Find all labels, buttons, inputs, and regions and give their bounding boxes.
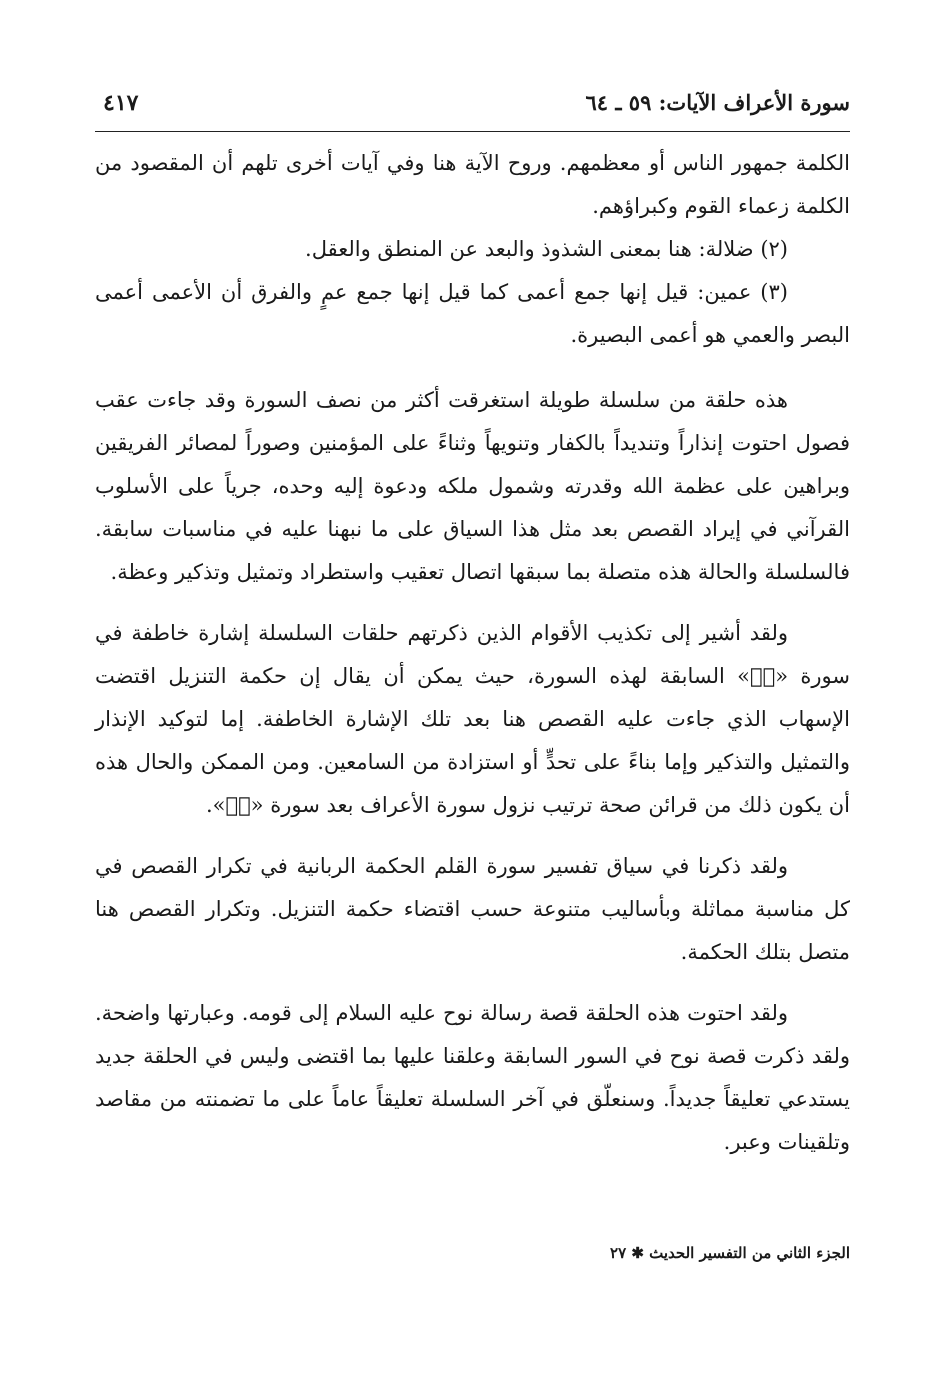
footnote-3: (٣) عمين: قيل إنها جمع أعمى كما قيل إنها جمع عمٍ والفرق أن الأعمى أعمى البصر والعمي هو أعمى البصيرة. (95, 280, 850, 347)
page-footer (95, 1244, 850, 1274)
footer-signature: الجزء الثاني من التفسير الحديث ✱ ٢٧ (610, 1244, 850, 1262)
page-number: ٤١٧ (103, 90, 139, 116)
footnote-continuation: الكلمة جمهور الناس أو معظمهم. وروح الآية هنا وفي آيات أخرى تلهم أن المقصود من الكلمة زعماء القوم وكبراؤهم. (95, 151, 850, 218)
paragraph-4: ولقد احتوت هذه الحلقة قصة رسالة نوح عليه السلام إلى قومه. وعبارتها واضحة. ولقد ذكرت قصة نوح في السور السابقة وعلقنا عليها بما اقتضى وليس في الحلقة جديد يستدعي تعليقاً جديداً. وسنعلّق في آخر السلسلة تعليقاً عاماً على ما تضمنته من مقاصد وتلقينات وعبر. (95, 1001, 850, 1154)
page-body (95, 142, 850, 1164)
paragraph-3: ولقد ذكرنا في سياق تفسير سورة القلم الحكمة الربانية في تكرار القصص في كل مناسبة مماثلة وبأساليب متنوعة حسب اقتضاء حكمة التنزيل. وتكرار القصص هنا متصل بتلك الحكمة. (95, 854, 850, 964)
notes-spacer (95, 357, 850, 379)
paragraph-2: ولقد أشير إلى تكذيب الأقوام الذين ذكرتهم حلقات السلسلة إشارة خاطفة في سورة «صۤ» السابقة لهذه السورة، حيث يمكن أن يقال إن حكمة التنزيل اقتضت الإسهاب الذي جاءت عليه القصص هنا بعد تلك الإشارة الخاطفة. إما لتوكيد الإنذار والتمثيل والتذكير وإما بناءً على تحدٍّ أو استزادة من السامعين. ومن الممكن والحال هذه أن يكون ذلك من قرائن صحة ترتيب نزول سورة الأعراف بعد سورة «صۤ». (95, 621, 850, 817)
footnote-2: (٢) ضلالة: هنا بمعنى الشذوذ والبعد عن المنطق والعقل. (305, 237, 788, 261)
page-header (95, 84, 850, 128)
paragraph-1: هذه حلقة من سلسلة طويلة استغرقت أكثر من نصف السورة وقد جاءت عقب فصول احتوت إنذاراً وتنديداً بالكفار وتنويهاً وثناءً على المؤمنين وصوراً لمصائر الفريقين وبراهين على عظمة الله وقدرته وشمول ملكه ودعوة إليه وحده، جرياً على الأسلوب القرآني في إيراد القصص بعد مثل هذا السياق على ما نبهنا عليه في مناسبات سابقة. فالسلسلة والحالة هذه متصلة بما سبقها اتصال تعقيب واستطراد وتمثيل وتذكير وعظة. (95, 388, 850, 584)
running-title: سورة الأعراف الآيات: ٥٩ ـ ٦٤ (585, 90, 850, 115)
header-divider (95, 131, 850, 132)
